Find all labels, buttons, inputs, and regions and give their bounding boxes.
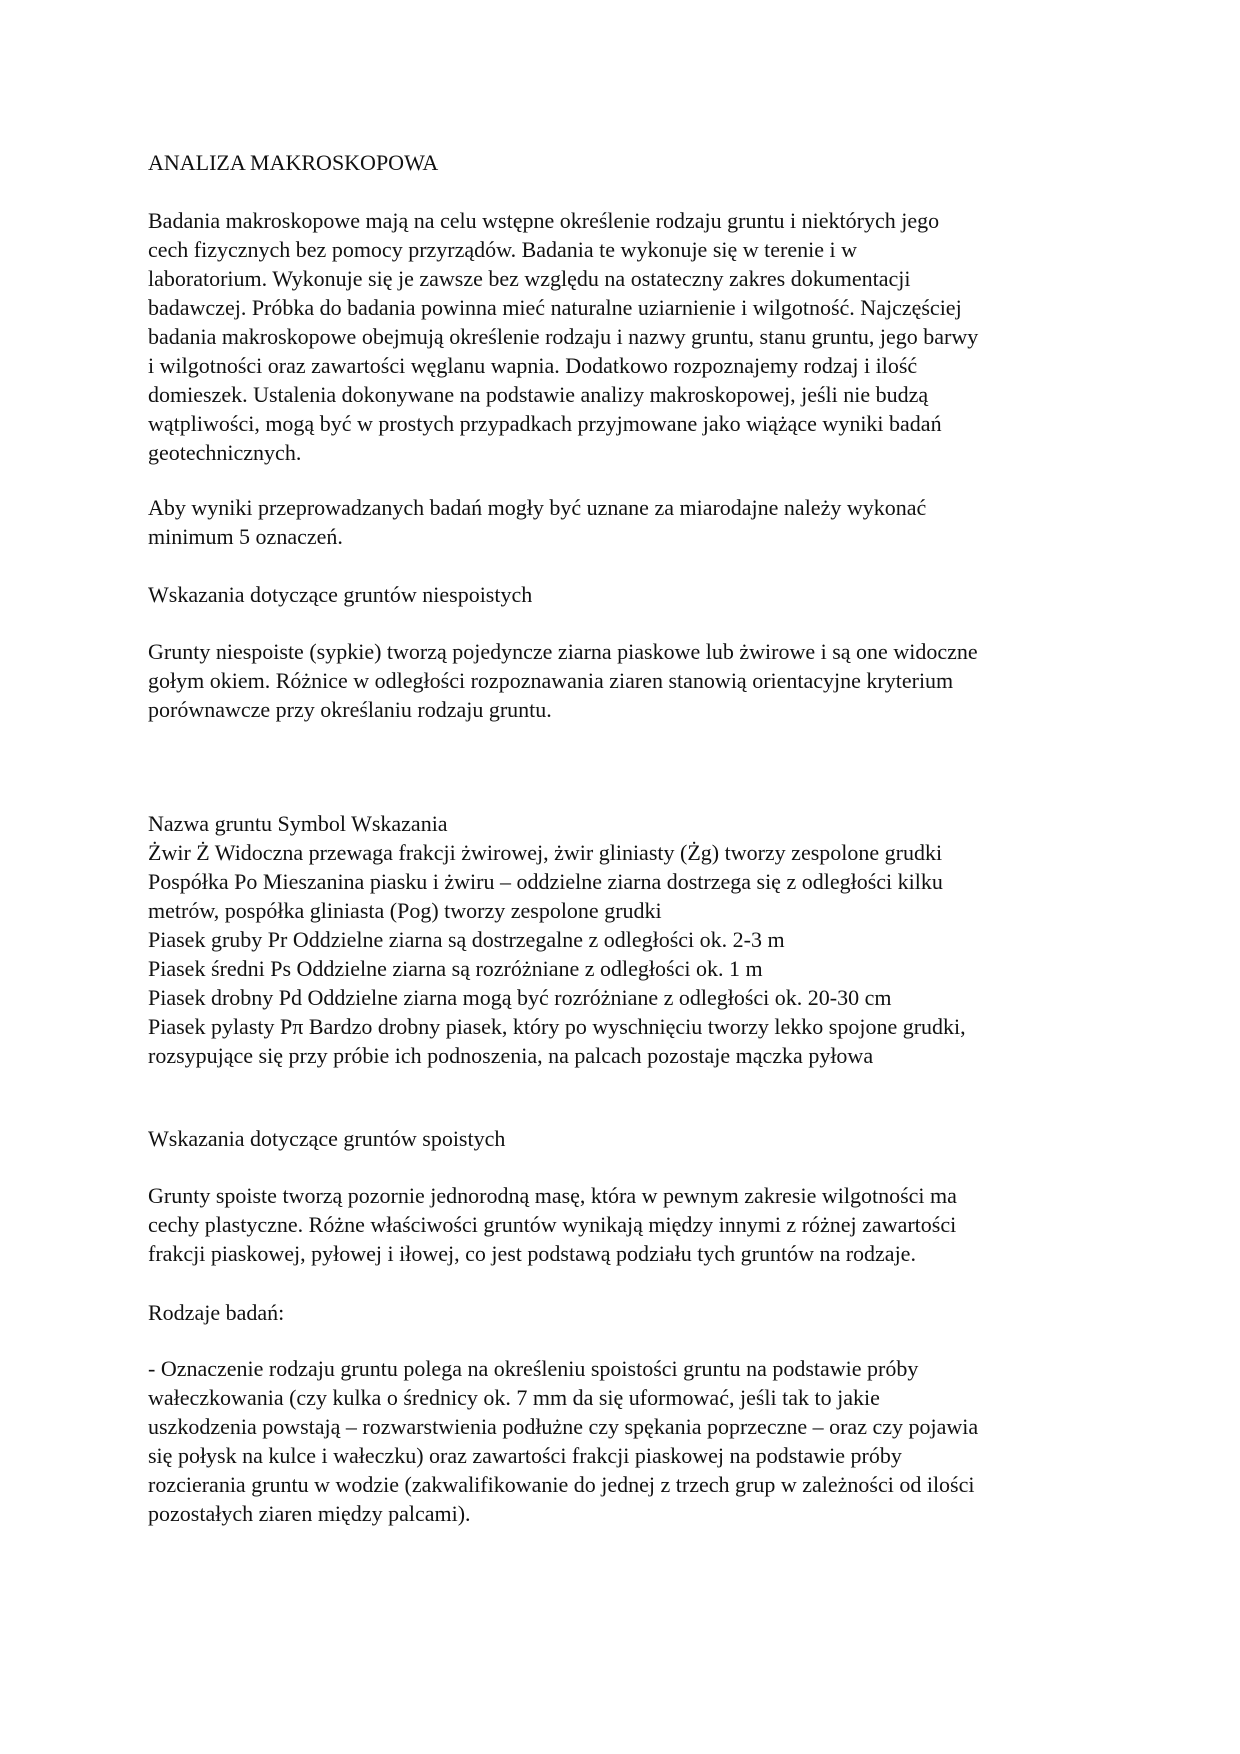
text-line: badania makroskopowe obejmują określenie rodzaju i nazwy gruntu, stanu gruntu, jego barwy [148,324,979,349]
intro-paragraph [148,206,1108,467]
text-line: porównawcze przy określaniu rodzaju gruntu. [148,697,552,722]
soil-table-text [148,809,1108,1070]
text-line: i wilgotności oraz zawartości węglanu wapnia. Dodatkowo rozpoznajemy rodzaj i ilość [148,353,918,378]
text-line: Żwir Ż Widoczna przewaga frakcji żwirowej, żwir gliniasty (Żg) tworzy zespolone grudki [148,840,943,865]
text-line: Piasek średni Ps Oddzielne ziarna są rozróżniane z odległości ok. 1 m [148,956,763,981]
text-line: pozostałych ziaren między palcami). [148,1501,471,1526]
text-line: Piasek drobny Pd Oddzielne ziarna mogą być rozróżniane z odległości ok. 20-30 cm [148,985,892,1010]
document-title: ANALIZA MAKROSKOPOWA [148,150,439,175]
text-line: frakcji piaskowej, pyłowej i iłowej, co jest podstawą podziału tych gruntów na rodzaje. [148,1241,916,1266]
heading-niespoiste: Wskazania dotyczące gruntów niespoistych [148,582,533,607]
text-line: domieszek. Ustalenia dokonywane na podstawie analizy makroskopowej, jeśli nie budzą [148,382,929,407]
text-line: geotechnicznych. [148,440,302,465]
niespoiste-paragraph [148,637,1108,724]
text-line: badawczej. Próbka do badania powinna mieć naturalne uziarnienie i wilgotność. Najczęściej [148,295,962,320]
heading-spoiste: Wskazania dotyczące gruntów spoistych [148,1126,506,1151]
text-line: - Oznaczenie rodzaju gruntu polega na określeniu spoistości gruntu na podstawie próby [148,1356,919,1381]
text-line: wątpliwości, mogą być w prostych przypadkach przyjmowane jako wiążące wyniki badań [148,411,942,436]
heading-rodzaje: Rodzaje badań: [148,1300,285,1325]
text-line: metrów, pospółka gliniasta (Pog) tworzy zespolone grudki [148,898,662,923]
text-line: się połysk na kulce i wałeczku) oraz zawartości frakcji piaskowej na podstawie próby [148,1443,902,1468]
oznaczenie-paragraph [148,1354,1108,1528]
text-line: Pospółka Po Mieszanina piasku i żwiru – oddzielne ziarna dostrzega się z odległości kilku [148,869,943,894]
text-line: wałeczkowania (czy kulka o średnicy ok. 7 mm da się uformować, jeśli tak to jakie [148,1385,880,1410]
spoiste-paragraph [148,1181,1108,1268]
text-line: cech fizycznych bez pomocy przyrządów. Badania te wykonuje się w terenie i w [148,237,857,262]
text-line: Aby wyniki przeprowadzanych badań mogły być uznane za miarodajne należy wykonać [148,495,927,520]
text-line: Badania makroskopowe mają na celu wstępne określenie rodzaju gruntu i niektórych jego [148,208,940,233]
text-line: Nazwa gruntu Symbol Wskazania [148,811,448,836]
minimum-paragraph [148,493,1108,551]
text-line: minimum 5 oznaczeń. [148,524,343,549]
text-line: cechy plastyczne. Różne właściwości gruntów wynikają między innymi z różnej zawartości [148,1212,957,1237]
text-line: gołym okiem. Różnice w odległości rozpoznawania ziaren stanowią orientacyjne kryterium [148,668,954,693]
text-line: Piasek gruby Pr Oddzielne ziarna są dostrzegalne z odległości ok. 2-3 m [148,927,785,952]
text-line: Piasek pylasty Pπ Bardzo drobny piasek, który po wyschnięciu tworzy lekko spojone grudki, [148,1014,966,1039]
text-line: rozsypujące się przy próbie ich podnoszenia, na palcach pozostaje mączka pyłowa [148,1043,874,1068]
text-line: laboratorium. Wykonuje się je zawsze bez względu na ostateczny zakres dokumentacji [148,266,911,291]
text-line: Grunty niespoiste (sypkie) tworzą pojedyncze ziarna piaskowe lub żwirowe i są one widoczne [148,639,978,664]
text-line: Grunty spoiste tworzą pozornie jednorodną masę, która w pewnym zakresie wilgotności ma [148,1183,957,1208]
text-line: uszkodzenia powstają – rozwarstwienia podłużne czy spękania poprzeczne – oraz czy pojawia [148,1414,979,1439]
text-line: rozcierania gruntu w wodzie (zakwalifikowanie do jednej z trzech grup w zależności od ilości [148,1472,975,1497]
